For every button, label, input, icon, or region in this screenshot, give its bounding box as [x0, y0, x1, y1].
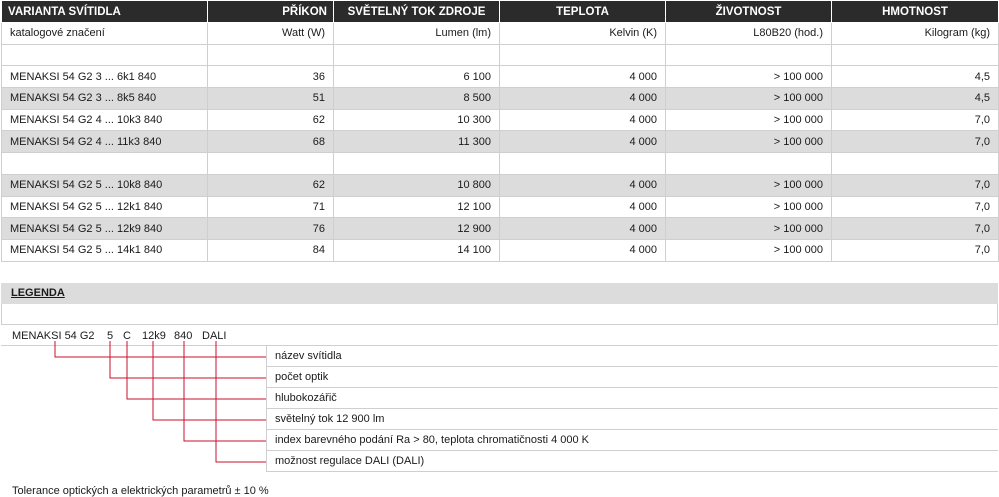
legend-title: LEGENDA — [1, 283, 998, 304]
cell-flux: 10 800 — [334, 174, 500, 196]
unit-power: Watt (W) — [208, 23, 334, 45]
cell-weight: 4,5 — [832, 88, 999, 110]
header-power: PŘÍKON — [208, 1, 334, 23]
unit-variant: katalogové značení — [2, 23, 208, 45]
cell-variant: MENAKSI 54 G2 4 ... 10k3 840 — [2, 109, 208, 131]
cell-lifetime: > 100 000 — [666, 66, 832, 88]
cell-lifetime: > 100 000 — [666, 131, 832, 153]
cell-weight: 7,0 — [832, 131, 999, 153]
cell-temperature: 4 000 — [500, 66, 666, 88]
code-part-flux: 12k9 — [142, 330, 166, 342]
cell-temperature: 4 000 — [500, 239, 666, 261]
cell-weight: 7,0 — [832, 218, 999, 240]
legend-desc-beam: hlubokozářič — [266, 388, 998, 409]
cell-flux: 11 300 — [334, 131, 500, 153]
cell-weight: 7,0 — [832, 239, 999, 261]
code-part-name: MENAKSI 54 G2 — [12, 330, 95, 342]
tolerance-note: Tolerance optických a elektrických parametrů ± 10 % — [12, 485, 269, 497]
code-part-dali: DALI — [202, 330, 227, 342]
unit-flux: Lumen (lm) — [334, 23, 500, 45]
cell-power: 36 — [208, 66, 334, 88]
unit-temperature: Kelvin (K) — [500, 23, 666, 45]
cell-lifetime: > 100 000 — [666, 174, 832, 196]
connector-beam — [127, 341, 266, 399]
connector-flux — [153, 341, 266, 420]
legend-desc-optics: počet optik — [266, 367, 998, 388]
cell-power: 62 — [208, 174, 334, 196]
unit-weight: Kilogram (kg) — [832, 23, 999, 45]
connector-name — [55, 341, 266, 357]
cell-temperature: 4 000 — [500, 174, 666, 196]
cell-power: 71 — [208, 196, 334, 218]
cell-variant: MENAKSI 54 G2 3 ... 6k1 840 — [2, 66, 208, 88]
connector-dali — [216, 341, 266, 462]
header-temperature: TEPLOTA — [500, 1, 666, 23]
cell-flux: 14 100 — [334, 239, 500, 261]
code-part-beam: C — [123, 330, 131, 342]
cell-power: 62 — [208, 109, 334, 131]
cell-variant: MENAKSI 54 G2 5 ... 12k1 840 — [2, 196, 208, 218]
legend-desc-name: název svítidla — [266, 346, 998, 367]
cell-power: 84 — [208, 239, 334, 261]
cell-variant: MENAKSI 54 G2 4 ... 11k3 840 — [2, 131, 208, 153]
cell-temperature: 4 000 — [500, 88, 666, 110]
cell-lifetime: > 100 000 — [666, 109, 832, 131]
cell-lifetime: > 100 000 — [666, 218, 832, 240]
header-weight: HMOTNOST — [832, 1, 999, 23]
cell-power: 76 — [208, 218, 334, 240]
legend-desc-flux: světelný tok 12 900 lm — [266, 409, 998, 430]
cell-weight: 7,0 — [832, 174, 999, 196]
cell-temperature: 4 000 — [500, 196, 666, 218]
cell-variant: MENAKSI 54 G2 3 ... 8k5 840 — [2, 88, 208, 110]
code-part-cri: 840 — [174, 330, 193, 342]
legend-desc-dali: možnost regulace DALI (DALI) — [266, 451, 998, 472]
cell-power: 51 — [208, 88, 334, 110]
cell-weight: 7,0 — [832, 196, 999, 218]
cell-weight: 4,5 — [832, 66, 999, 88]
cell-power: 68 — [208, 131, 334, 153]
cell-flux: 12 100 — [334, 196, 500, 218]
cell-lifetime: > 100 000 — [666, 196, 832, 218]
cell-variant: MENAKSI 54 G2 5 ... 10k8 840 — [2, 174, 208, 196]
cell-variant: MENAKSI 54 G2 5 ... 14k1 840 — [2, 239, 208, 261]
cell-flux: 10 300 — [334, 109, 500, 131]
cell-temperature: 4 000 — [500, 218, 666, 240]
header-variant: VARIANTA SVÍTIDLA — [2, 1, 208, 23]
cell-flux: 12 900 — [334, 218, 500, 240]
cell-flux: 6 100 — [334, 66, 500, 88]
cell-lifetime: > 100 000 — [666, 88, 832, 110]
unit-lifetime: L80B20 (hod.) — [666, 23, 832, 45]
legend-desc-cri: index barevného podání Ra > 80, teplota chromatičnosti 4 000 K — [266, 430, 998, 451]
cell-weight: 7,0 — [832, 109, 999, 131]
cell-temperature: 4 000 — [500, 131, 666, 153]
cell-variant: MENAKSI 54 G2 5 ... 12k9 840 — [2, 218, 208, 240]
header-lifetime: ŽIVOTNOST — [666, 1, 832, 23]
connector-cri — [184, 341, 266, 441]
cell-flux: 8 500 — [334, 88, 500, 110]
header-luminous-flux: SVĚTELNÝ TOK ZDROJE — [334, 1, 500, 23]
code-part-optics: 5 — [107, 330, 114, 342]
cell-temperature: 4 000 — [500, 109, 666, 131]
connector-optics — [110, 341, 266, 378]
cell-lifetime: > 100 000 — [666, 239, 832, 261]
